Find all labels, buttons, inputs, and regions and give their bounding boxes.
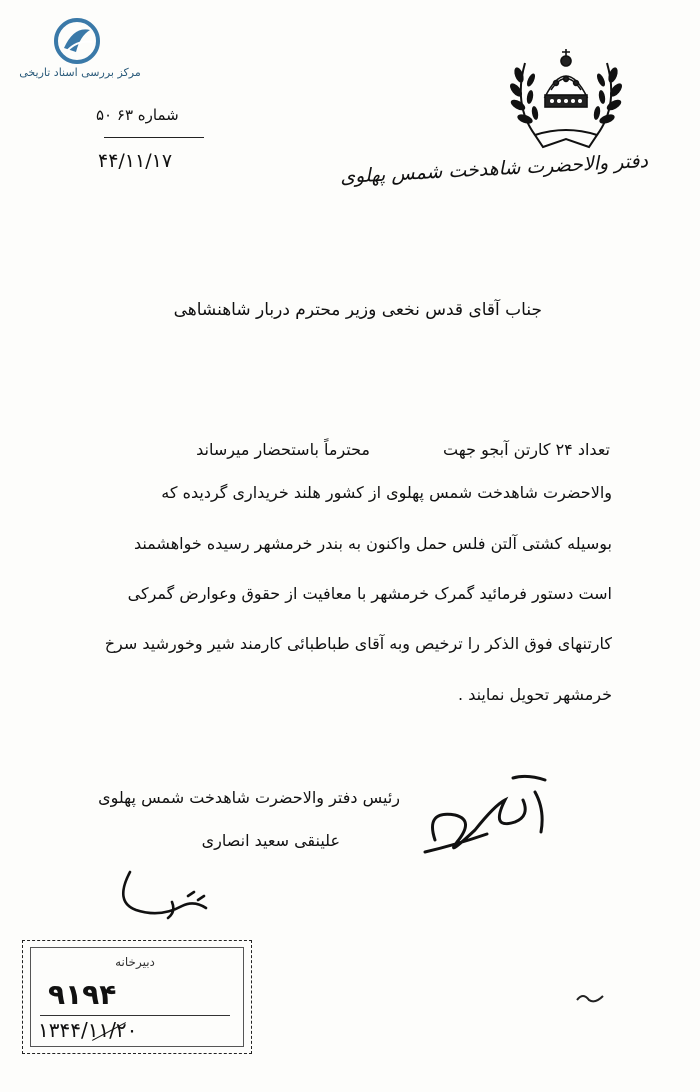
reference-date: ۴۴/۱۱/۱۷ — [98, 150, 173, 172]
margin-mark — [575, 990, 605, 1006]
stamp-divider — [40, 1015, 230, 1016]
office-title: دفتر والاحضرت شاهدخت شمس پهلوی — [339, 149, 649, 189]
stamp-date: ۱۳۴۴/۱۱/۲۰ — [38, 1018, 138, 1042]
body-line-2: والاحضرت شاهدخت شمس پهلوی از کشور هلند خریداری گردیده که — [161, 483, 612, 502]
stamp-header: دبیرخانه — [115, 955, 155, 969]
body-line-6: خرمشهر تحویل نمایند . — [458, 685, 612, 704]
crown-wreath-crest-icon — [505, 35, 627, 153]
signatory-title: رئیس دفتر والاحضرت شاهدخت شمس پهلوی — [98, 788, 400, 807]
body-line-4: است دستور فرمائید گمرک خرمشهر با معافیت از حقوق وعوارض گمرکی — [127, 584, 612, 603]
handwritten-signature — [395, 770, 565, 860]
body-line-3: بوسیله کشتی آلتن فلس حمل واکنون به بندر خرمشهر رسیده خواهشمند — [133, 534, 612, 553]
body-line-1-end: تعداد ۲۴ کارتن آبجو جهت — [443, 440, 610, 459]
signatory-name: علینقی سعید انصاری — [201, 831, 340, 850]
stamp-number: ۹۱۹۴ — [48, 978, 117, 1011]
body-line-1-start: محترماً باستحضار میرساند — [196, 440, 370, 459]
archive-logo-icon — [54, 18, 100, 64]
archive-watermark-label: مرکز بررسی اسناد تاریخی — [19, 66, 141, 79]
reference-number: شماره ۶۳ ۵۰ — [96, 106, 179, 124]
handwritten-initial — [110, 862, 220, 932]
reference-divider — [104, 137, 204, 138]
body-line-5: کارتنهای فوق الذکر را ترخیص وبه آقای طباطبائی کارمند شیر وخورشید سرخ — [104, 634, 612, 653]
addressee-line: جناب آقای قدس نخعی وزیر محترم دربار شاهنشاهی — [173, 300, 542, 320]
